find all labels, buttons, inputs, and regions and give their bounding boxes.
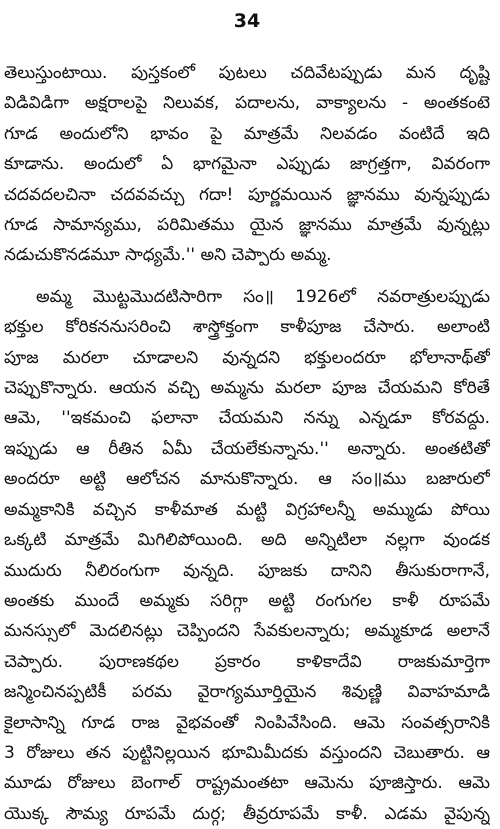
text-line: అమ్మకానికి వచ్చిన కాళీమాత మట్టి విగ్రహాలన్నీ అమ్ముడు పోయి [4,499,490,520]
text-line: అందరూ అట్టి ఆలోచన మానుకొన్నారు. ఆ సం॥ము బజారులో [4,469,490,490]
text-line: భక్తుల కోరికననుసరించి శాస్త్రోక్తంగా కాళీపూజ చేసారు. అలాంటి [4,317,490,338]
text-line: కూడాను. అందులో ఏ భాగమైనా ఎప్పుడు జాగ్రత్తగా, వివరంగా [4,154,490,175]
paragraph-2 [4,282,490,829]
text-line: అంతకు ముందే అమ్మకు సరిగ్గా అట్టి రంగుగల కాళీ రూపమే [4,590,490,611]
text-line: చెప్పుకొన్నారు. ఆయన వచ్చి అమ్మను మరలా పూజ చేయమని కోరితే [4,378,490,399]
text-line: గూడ అందులోని భావం పై మాత్రమే నిలవడం వంటిదే ఇది [4,123,490,144]
text-line: గూడ సామాన్యము, పరిమితము యైన జ్ఞానము మాత్రమే వున్నట్లు [4,215,490,236]
text-line: తెలుస్తుంటాయి. పుస్తకంలో పుటలు చదివేటప్పుడు మన దృష్టి [4,63,490,83]
paragraph-1 [4,58,490,271]
text-line: ముదురు నీలిరంగుగా వున్నది. పూజకు దానిని తీసుకురాగానే, [4,560,490,581]
text-line: చెప్పారు. పురాణకథల ప్రకారం కాళికాదేవి రాజకుమార్తెగా [4,651,490,672]
text-line: 3 రోజులు తన పుట్టినిల్లయిన భూమిమీదకు వస్తుందని చెబుతారు. ఆ [4,742,490,763]
text-line: మనస్సులో మెదలినట్లు చెప్పిందని సేవకులన్నారు; అమ్మకూడ అలానే [4,621,490,642]
text-line: అమ్మ మొట్టమొదటిసారిగా సం॥ 1926లో నవరాత్రులప్పుడు [36,286,490,307]
text-line: చదవదలచినా చదవవచ్చు గదా! పూర్ణమయిన జ్ఞానము వున్నప్పుడు [4,184,490,205]
text-line: నడుచుకొనడమూ సాధ్యమే.'' అని చెప్పారు అమ్మ. [4,245,332,266]
text-line: పూజ మరలా చూడాలని వున్నదని భక్తులందరూ భోలానాథ్‌తో [4,347,490,368]
page-number: 34 [233,10,261,32]
text-line: ఆమె, ''ఇకమంచి ఫలానా చేయమని నన్ను ఎన్నడూ కోరవద్దు. [4,408,490,429]
text-line: ఇప్పుడు ఆ రీతిన ఏమీ చేయలేకున్నాను.'' అన్నారు. అంతటితో [4,438,490,459]
text-line: విడివిడిగా అక్షరాలపై నిలువక, పదాలను, వాక్యాలను - అంతకంటె [4,93,490,114]
text-line: మూడు రోజులు బెంగాల్ రాష్ట్రమంతటా ఆమెను పూజిస్తారు. ఆమె [4,773,490,794]
text-line: కైలాసాన్ని గూడ రాజ వైభవంతో నింపివేసింది. ఆమె సంవత్సరానికి [4,712,490,733]
text-line: ఒక్కటి మాత్రమే మిగిలిపోయింది. అది అన్నిటిలా నల్లగా వుండక [4,530,490,551]
text-line: యొక్క సౌమ్య రూపమే దుర్గ; తీవ్రరూపమే కాళీ. ఎడమ వైపున్న [4,803,490,824]
text-line: జన్మించినప్పటికీ పరమ వైరాగ్యమూర్తియైన శివుణ్ణి వివాహమాడి [4,682,490,703]
